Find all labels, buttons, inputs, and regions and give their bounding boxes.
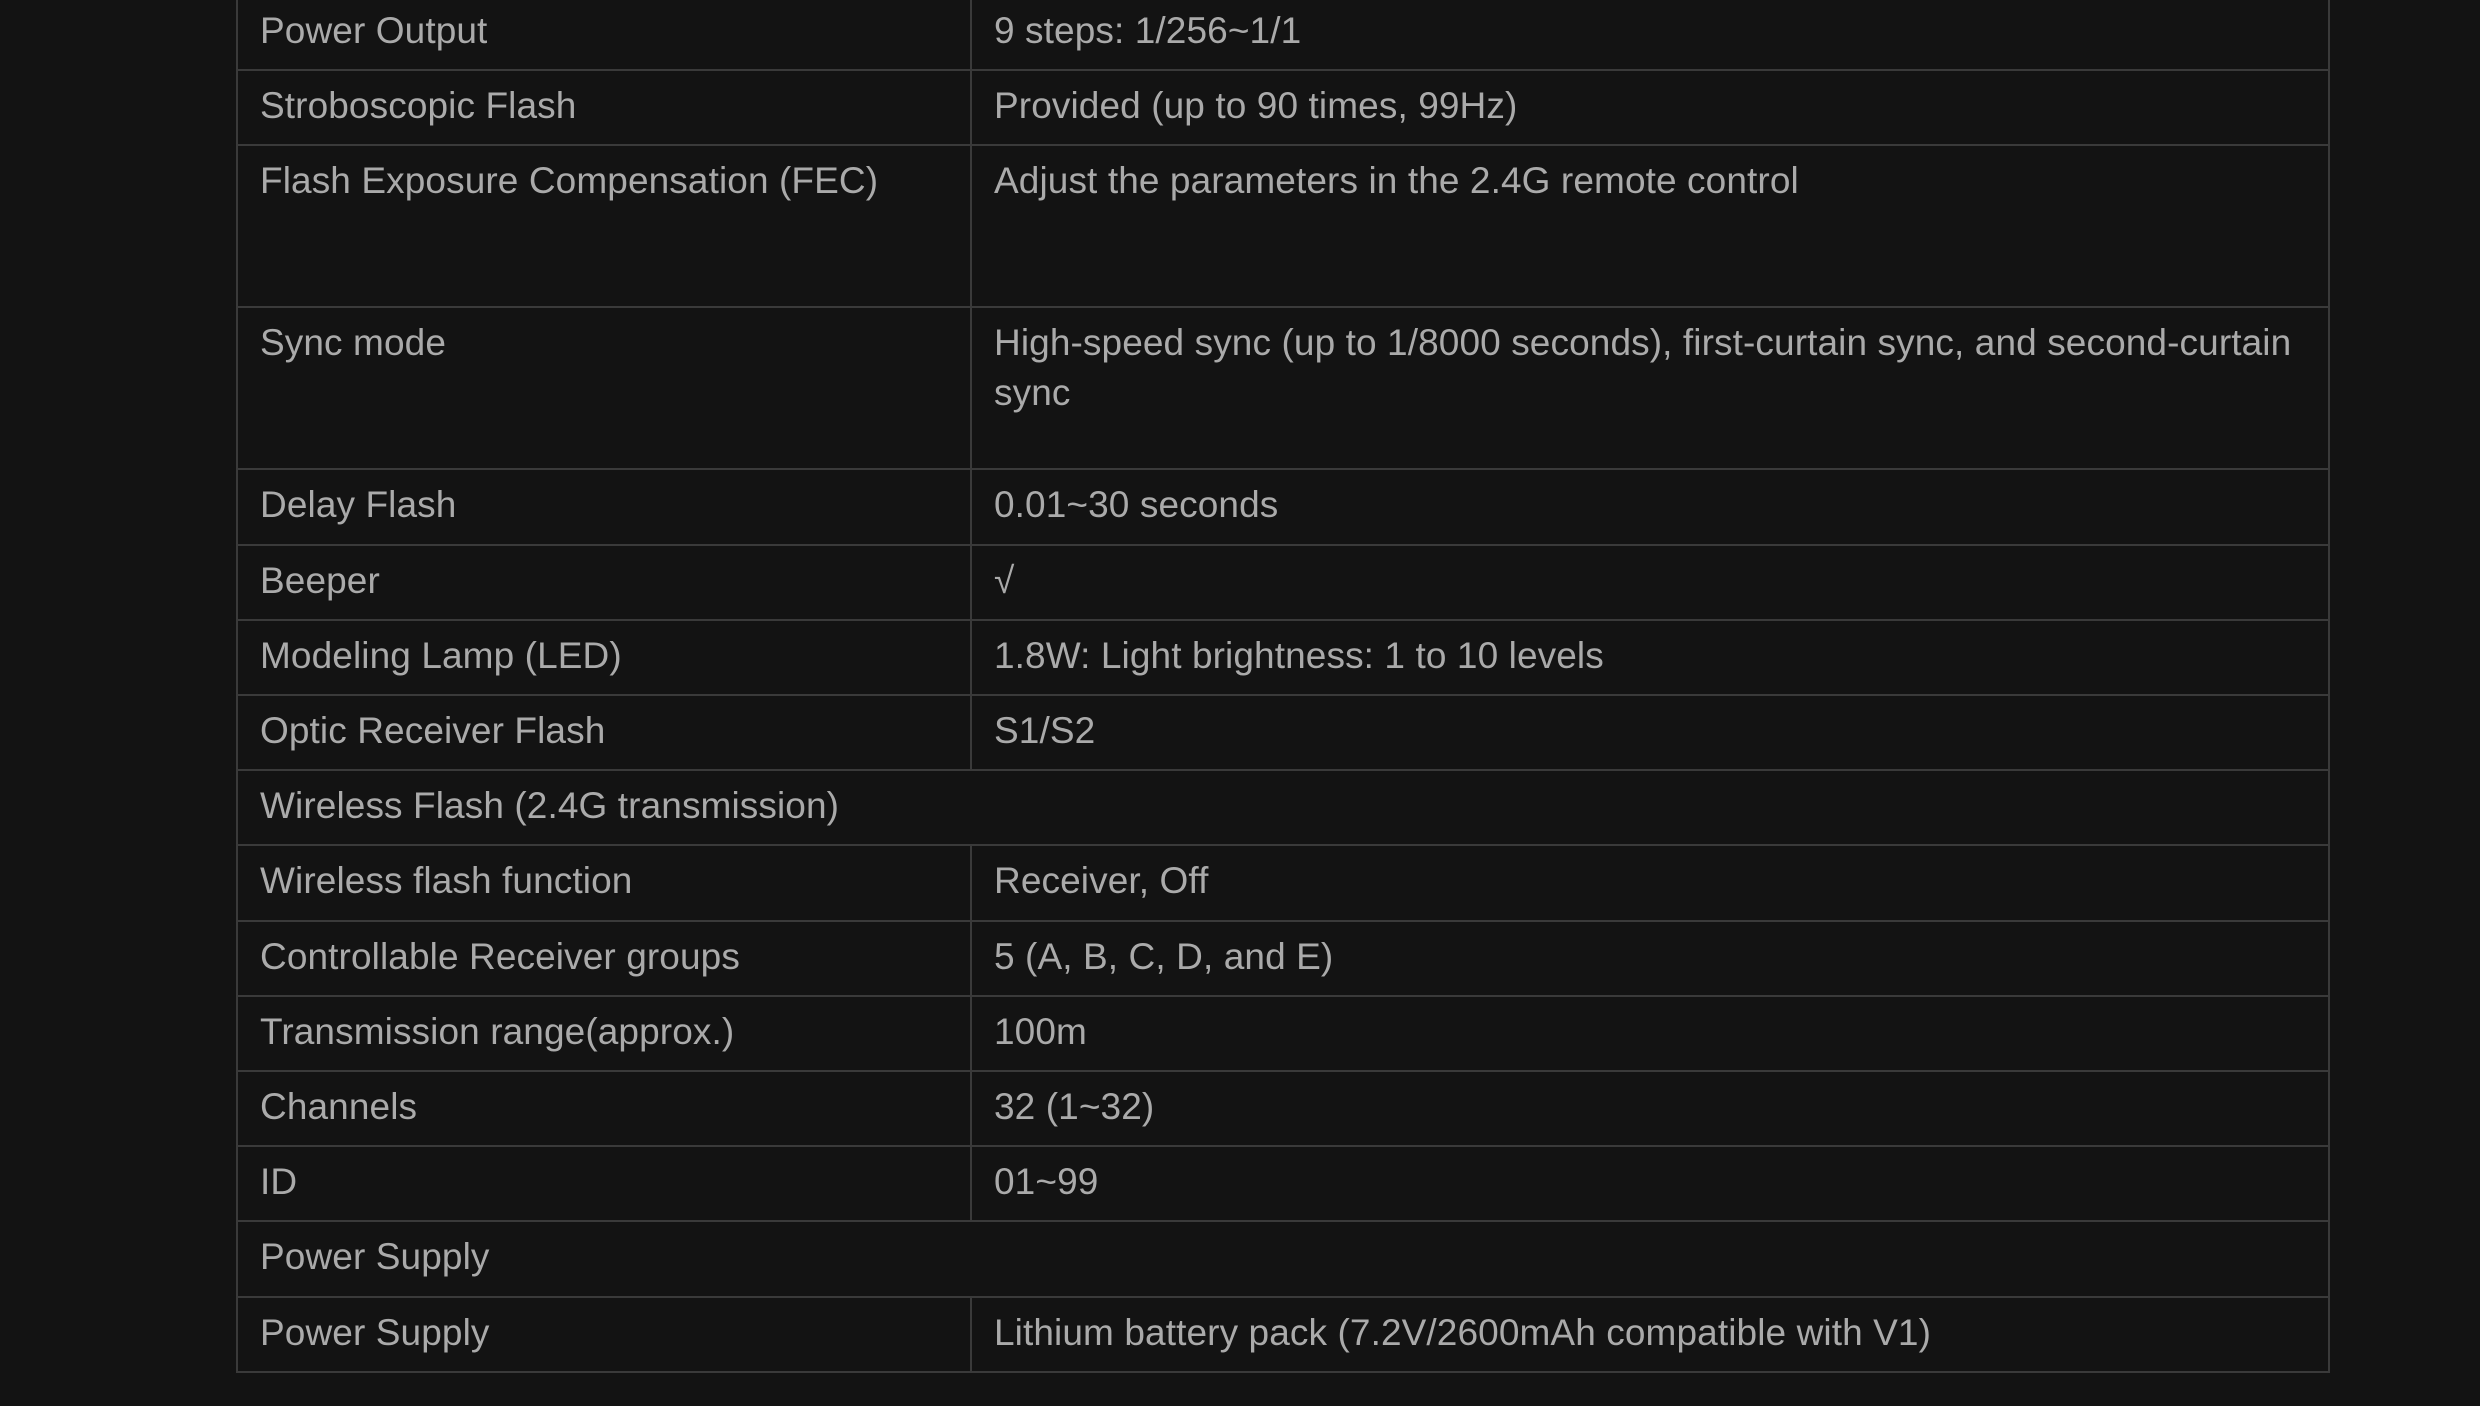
table-row: [237, 545, 2329, 620]
spec-value-cell: Provided (up to 90 times, 99Hz): [971, 70, 2329, 145]
spec-value-cell: High-speed sync (up to 1/8000 seconds), first-curtain sync, and second-curtain sync: [971, 307, 2329, 469]
table-row: [237, 70, 2329, 145]
spec-value-cell: Receiver, Off: [971, 845, 2329, 920]
table-row: [237, 1221, 2329, 1296]
table-row: [237, 996, 2329, 1071]
spec-value-cell: 01~99: [971, 1146, 2329, 1221]
spec-label-cell: Delay Flash: [237, 469, 971, 544]
spec-value-cell: Lithium battery pack (7.2V/2600mAh compatible with V1): [971, 1297, 2329, 1372]
table-row: [237, 307, 2329, 469]
table-row: [237, 0, 2329, 70]
spec-value-cell: 1.8W: Light brightness: 1 to 10 levels: [971, 620, 2329, 695]
section-header-label: Power Supply: [237, 1221, 971, 1296]
spec-label-cell: Beeper: [237, 545, 971, 620]
spec-label-cell: Modeling Lamp (LED): [237, 620, 971, 695]
spec-label-cell: Sync mode: [237, 307, 971, 469]
spec-label-cell: Wireless flash function: [237, 845, 971, 920]
specifications-table: [236, 0, 2330, 1373]
spec-label-cell: ID: [237, 1146, 971, 1221]
spec-label-cell: Power Output: [237, 0, 971, 70]
spec-label-cell: Stroboscopic Flash: [237, 70, 971, 145]
section-header-label: Wireless Flash (2.4G transmission): [237, 770, 971, 845]
table-row: [237, 145, 2329, 307]
spec-value-cell: 0.01~30 seconds: [971, 469, 2329, 544]
spec-label-cell: Channels: [237, 1071, 971, 1146]
spec-value-cell: √: [971, 545, 2329, 620]
table-row: [237, 845, 2329, 920]
table-row: [237, 770, 2329, 845]
section-header-spacer: [971, 770, 2329, 845]
spec-label-cell: Transmission range(approx.): [237, 996, 971, 1071]
table-body: [237, 0, 2329, 1372]
spec-value-cell: S1/S2: [971, 695, 2329, 770]
spec-value-cell: 100m: [971, 996, 2329, 1071]
spec-label-cell: Optic Receiver Flash: [237, 695, 971, 770]
table-row: [237, 1297, 2329, 1372]
table-row: [237, 469, 2329, 544]
section-header-spacer: [971, 1221, 2329, 1296]
spec-value-cell: 5 (A, B, C, D, and E): [971, 921, 2329, 996]
table-row: [237, 1071, 2329, 1146]
table-row: [237, 1146, 2329, 1221]
spec-value-cell: 32 (1~32): [971, 1071, 2329, 1146]
spec-label-cell: Flash Exposure Compensation (FEC): [237, 145, 971, 307]
table-row: [237, 921, 2329, 996]
spec-value-cell: 9 steps: 1/256~1/1: [971, 0, 2329, 70]
spec-value-cell: Adjust the parameters in the 2.4G remote control: [971, 145, 2329, 307]
table-row: [237, 620, 2329, 695]
table-row: [237, 695, 2329, 770]
spec-label-cell: Power Supply: [237, 1297, 971, 1372]
spec-label-cell: Controllable Receiver groups: [237, 921, 971, 996]
